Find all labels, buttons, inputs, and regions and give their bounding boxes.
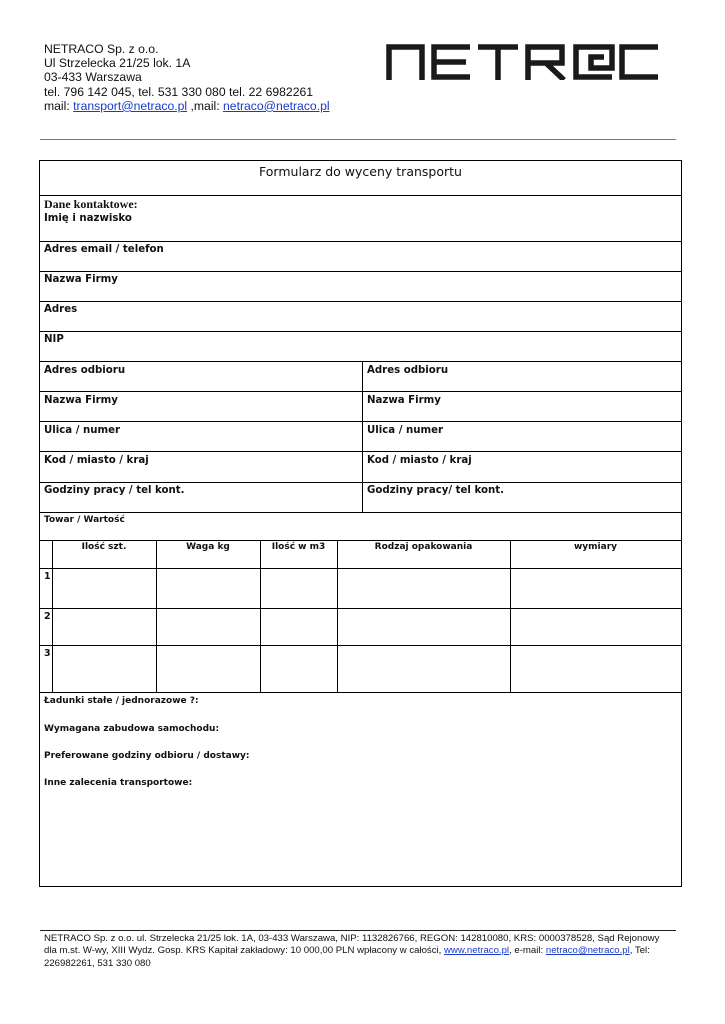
footer-tel-prefix: , Tel: bbox=[629, 945, 650, 957]
email-phone-field[interactable]: Adres email / telefon bbox=[44, 244, 164, 255]
table-column-line bbox=[260, 540, 261, 692]
divider bbox=[40, 482, 681, 483]
column-divider bbox=[362, 361, 363, 512]
company-phones: tel. 796 142 045, tel. 531 330 080 tel. 22 6982261 bbox=[44, 84, 314, 99]
company-header bbox=[44, 42, 330, 113]
pickup-address-right[interactable]: Adres odbioru bbox=[367, 365, 449, 376]
divider bbox=[40, 568, 681, 569]
street-right[interactable]: Ulica / numer bbox=[367, 425, 444, 436]
hours-left[interactable]: Godziny pracy / tel kont. bbox=[44, 485, 185, 496]
vehicle-body-field[interactable]: Wymagana zabudowa samochodu: bbox=[44, 724, 220, 734]
row-number: 2 bbox=[44, 611, 51, 622]
netraco-email-link[interactable]: netraco@netraco.pl bbox=[223, 98, 330, 113]
street-left[interactable]: Ulica / numer bbox=[44, 425, 121, 436]
divider bbox=[40, 692, 681, 693]
other-notes-field[interactable]: Inne zalecenia transportowe: bbox=[44, 778, 193, 788]
company-street: Ul Strzelecka 21/25 lok. 1A bbox=[44, 56, 191, 71]
divider bbox=[40, 301, 681, 302]
footer-divider bbox=[40, 930, 676, 931]
preferred-hours-field[interactable]: Preferowane godziny odbioru / dostawy: bbox=[44, 751, 250, 761]
load-type-field[interactable]: Ładunki stałe / jednorazowe ?: bbox=[44, 696, 199, 706]
divider bbox=[40, 391, 681, 392]
table-column-line bbox=[510, 540, 511, 692]
footer-email-prefix: , e-mail: bbox=[509, 945, 546, 957]
row-number: 1 bbox=[44, 571, 51, 582]
table-column-line bbox=[156, 540, 157, 692]
divider bbox=[40, 608, 681, 609]
mail-separator: ,mail: bbox=[187, 98, 224, 113]
table-column-line bbox=[52, 540, 53, 692]
footer-email-link[interactable]: netraco@netraco.pl bbox=[545, 945, 630, 957]
footer bbox=[44, 933, 684, 970]
divider bbox=[40, 421, 681, 422]
company-right[interactable]: Nazwa Firmy bbox=[367, 395, 441, 406]
netraco-logo bbox=[386, 44, 678, 80]
company-left[interactable]: Nazwa Firmy bbox=[44, 395, 118, 406]
row-number: 3 bbox=[44, 648, 51, 659]
goods-title: Towar / Wartość bbox=[44, 515, 125, 525]
footer-line-2 bbox=[44, 945, 684, 957]
divider bbox=[40, 195, 681, 196]
divider bbox=[40, 645, 681, 646]
divider bbox=[40, 271, 681, 272]
col-dimensions: wymiary bbox=[573, 542, 618, 552]
col-weight: Waga kg bbox=[186, 542, 230, 552]
postal-city-left[interactable]: Kod / miasto / kraj bbox=[44, 455, 149, 466]
divider bbox=[40, 451, 681, 452]
divider bbox=[40, 512, 681, 513]
company-name-field[interactable]: Nazwa Firmy bbox=[44, 274, 118, 285]
company-city: 03-433 Warszawa bbox=[44, 70, 142, 85]
divider bbox=[40, 361, 681, 362]
nip-field[interactable]: NIP bbox=[44, 334, 64, 345]
postal-city-right[interactable]: Kod / miasto / kraj bbox=[367, 455, 472, 466]
transport-quote-form bbox=[39, 160, 682, 887]
header-divider bbox=[40, 139, 676, 140]
pickup-address-left[interactable]: Adres odbioru bbox=[44, 365, 126, 376]
address-field[interactable]: Adres bbox=[44, 304, 78, 315]
table-column-line bbox=[337, 540, 338, 692]
footer-capital: dla m.st. W-wy, XIII Wydz. Gosp. KRS Kapitał zakładowy: 10 000,00 PLN wpłacony w całości, bbox=[44, 945, 444, 957]
divider bbox=[40, 241, 681, 242]
company-name: NETRACO Sp. z o.o. bbox=[44, 42, 159, 56]
hours-right[interactable]: Godziny pracy/ tel kont. bbox=[367, 485, 504, 496]
transport-email-link[interactable]: transport@netraco.pl bbox=[73, 98, 188, 113]
col-packaging: Rodzaj opakowania bbox=[374, 542, 473, 552]
divider bbox=[40, 540, 681, 541]
footer-line-1: NETRACO Sp. z o.o. ul. Strzelecka 21/25 lok. 1A, 03-433 Warszawa, NIP: 1132826766, REGON: 142810080, KRS: 0000378528, Sąd Rejonowy bbox=[44, 933, 660, 944]
footer-line-3: 226982261, 531 330 080 bbox=[44, 957, 151, 969]
col-volume: Ilość w m3 bbox=[271, 542, 326, 552]
col-quantity: Ilość szt. bbox=[81, 542, 127, 552]
website-link[interactable]: www.netraco.pl bbox=[444, 945, 510, 957]
form-title: Formularz do wyceny transportu bbox=[259, 164, 462, 179]
company-mail-line bbox=[44, 99, 330, 113]
mail-prefix: mail: bbox=[44, 98, 74, 113]
divider bbox=[40, 331, 681, 332]
contact-section-label: Dane kontaktowe: bbox=[44, 197, 138, 211]
name-field[interactable]: Imię i nazwisko bbox=[44, 213, 132, 224]
